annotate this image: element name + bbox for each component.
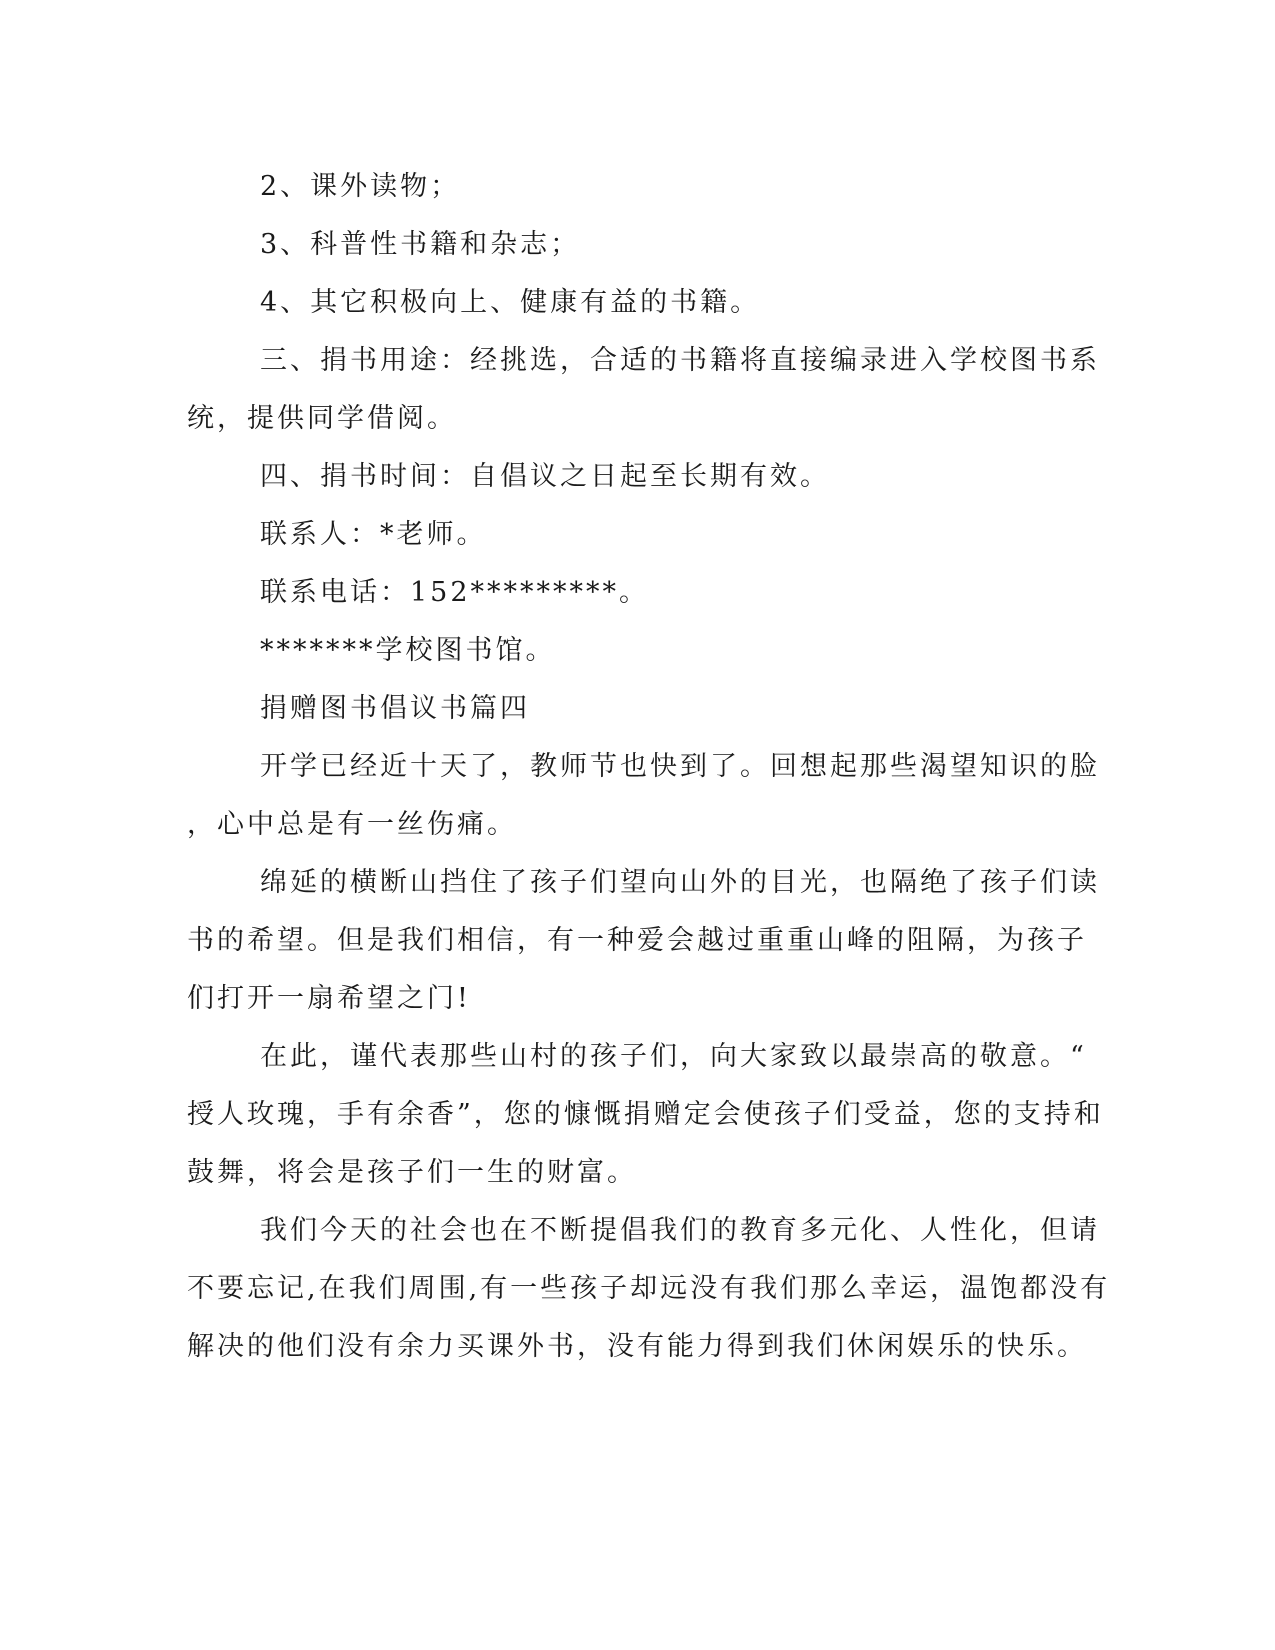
- paragraph-3-line-1: 在此，谨代表那些山村的孩子们，向大家致以最崇高的敬意。“: [260, 1041, 1087, 1072]
- paragraph-4-line-2: 不要忘记,在我们周围,有一些孩子却远没有我们那么幸运，温饱都没有: [187, 1273, 1111, 1304]
- section-heading: 捐赠图书倡议书篇四: [260, 693, 530, 724]
- paragraph-usage-line-2: 统，提供同学借阅。: [187, 403, 457, 434]
- paragraph-2-line-1: 绵延的横断山挡住了孩子们望向山外的目光，也隔绝了孩子们读: [260, 867, 1100, 898]
- paragraph-2-line-3: 们打开一扇希望之门!: [187, 983, 471, 1014]
- contact-person: 联系人：*老师。: [260, 519, 487, 550]
- paragraph-2-line-2: 书的希望。但是我们相信，有一种爱会越过重重山峰的阻隔，为孩子: [187, 925, 1087, 956]
- paragraph-donation-time: 四、捐书时间：自倡议之日起至长期有效。: [260, 461, 830, 492]
- list-item-science-books: 3、科普性书籍和杂志；: [260, 229, 581, 260]
- list-item-other-books: 4、其它积极向上、健康有益的书籍。: [260, 287, 761, 318]
- paragraph-4-line-3: 解决的他们没有余力买课外书，没有能力得到我们休闲娱乐的快乐。: [187, 1331, 1087, 1362]
- paragraph-4-line-1: 我们今天的社会也在不断提倡我们的教育多元化、人性化，但请: [260, 1215, 1100, 1246]
- paragraph-1-line-1: 开学已经近十天了，教师节也快到了。回想起那些渴望知识的脸: [260, 751, 1100, 782]
- paragraph-usage-line-1: 三、捐书用途：经挑选，合适的书籍将直接编录进入学校图书系: [260, 345, 1100, 376]
- paragraph-3-line-2: 授人玫瑰，手有余香”，您的慷慨捐赠定会使孩子们受益，您的支持和: [187, 1099, 1104, 1130]
- paragraph-3-line-3: 鼓舞，将会是孩子们一生的财富。: [187, 1157, 637, 1188]
- list-item-extracurricular-reading: 2、课外读物；: [260, 171, 461, 202]
- library-signature: *******学校图书馆。: [260, 635, 556, 666]
- paragraph-1-line-2: ，心中总是有一丝伤痛。: [187, 809, 517, 840]
- contact-phone: 联系电话：152*********。: [260, 577, 650, 608]
